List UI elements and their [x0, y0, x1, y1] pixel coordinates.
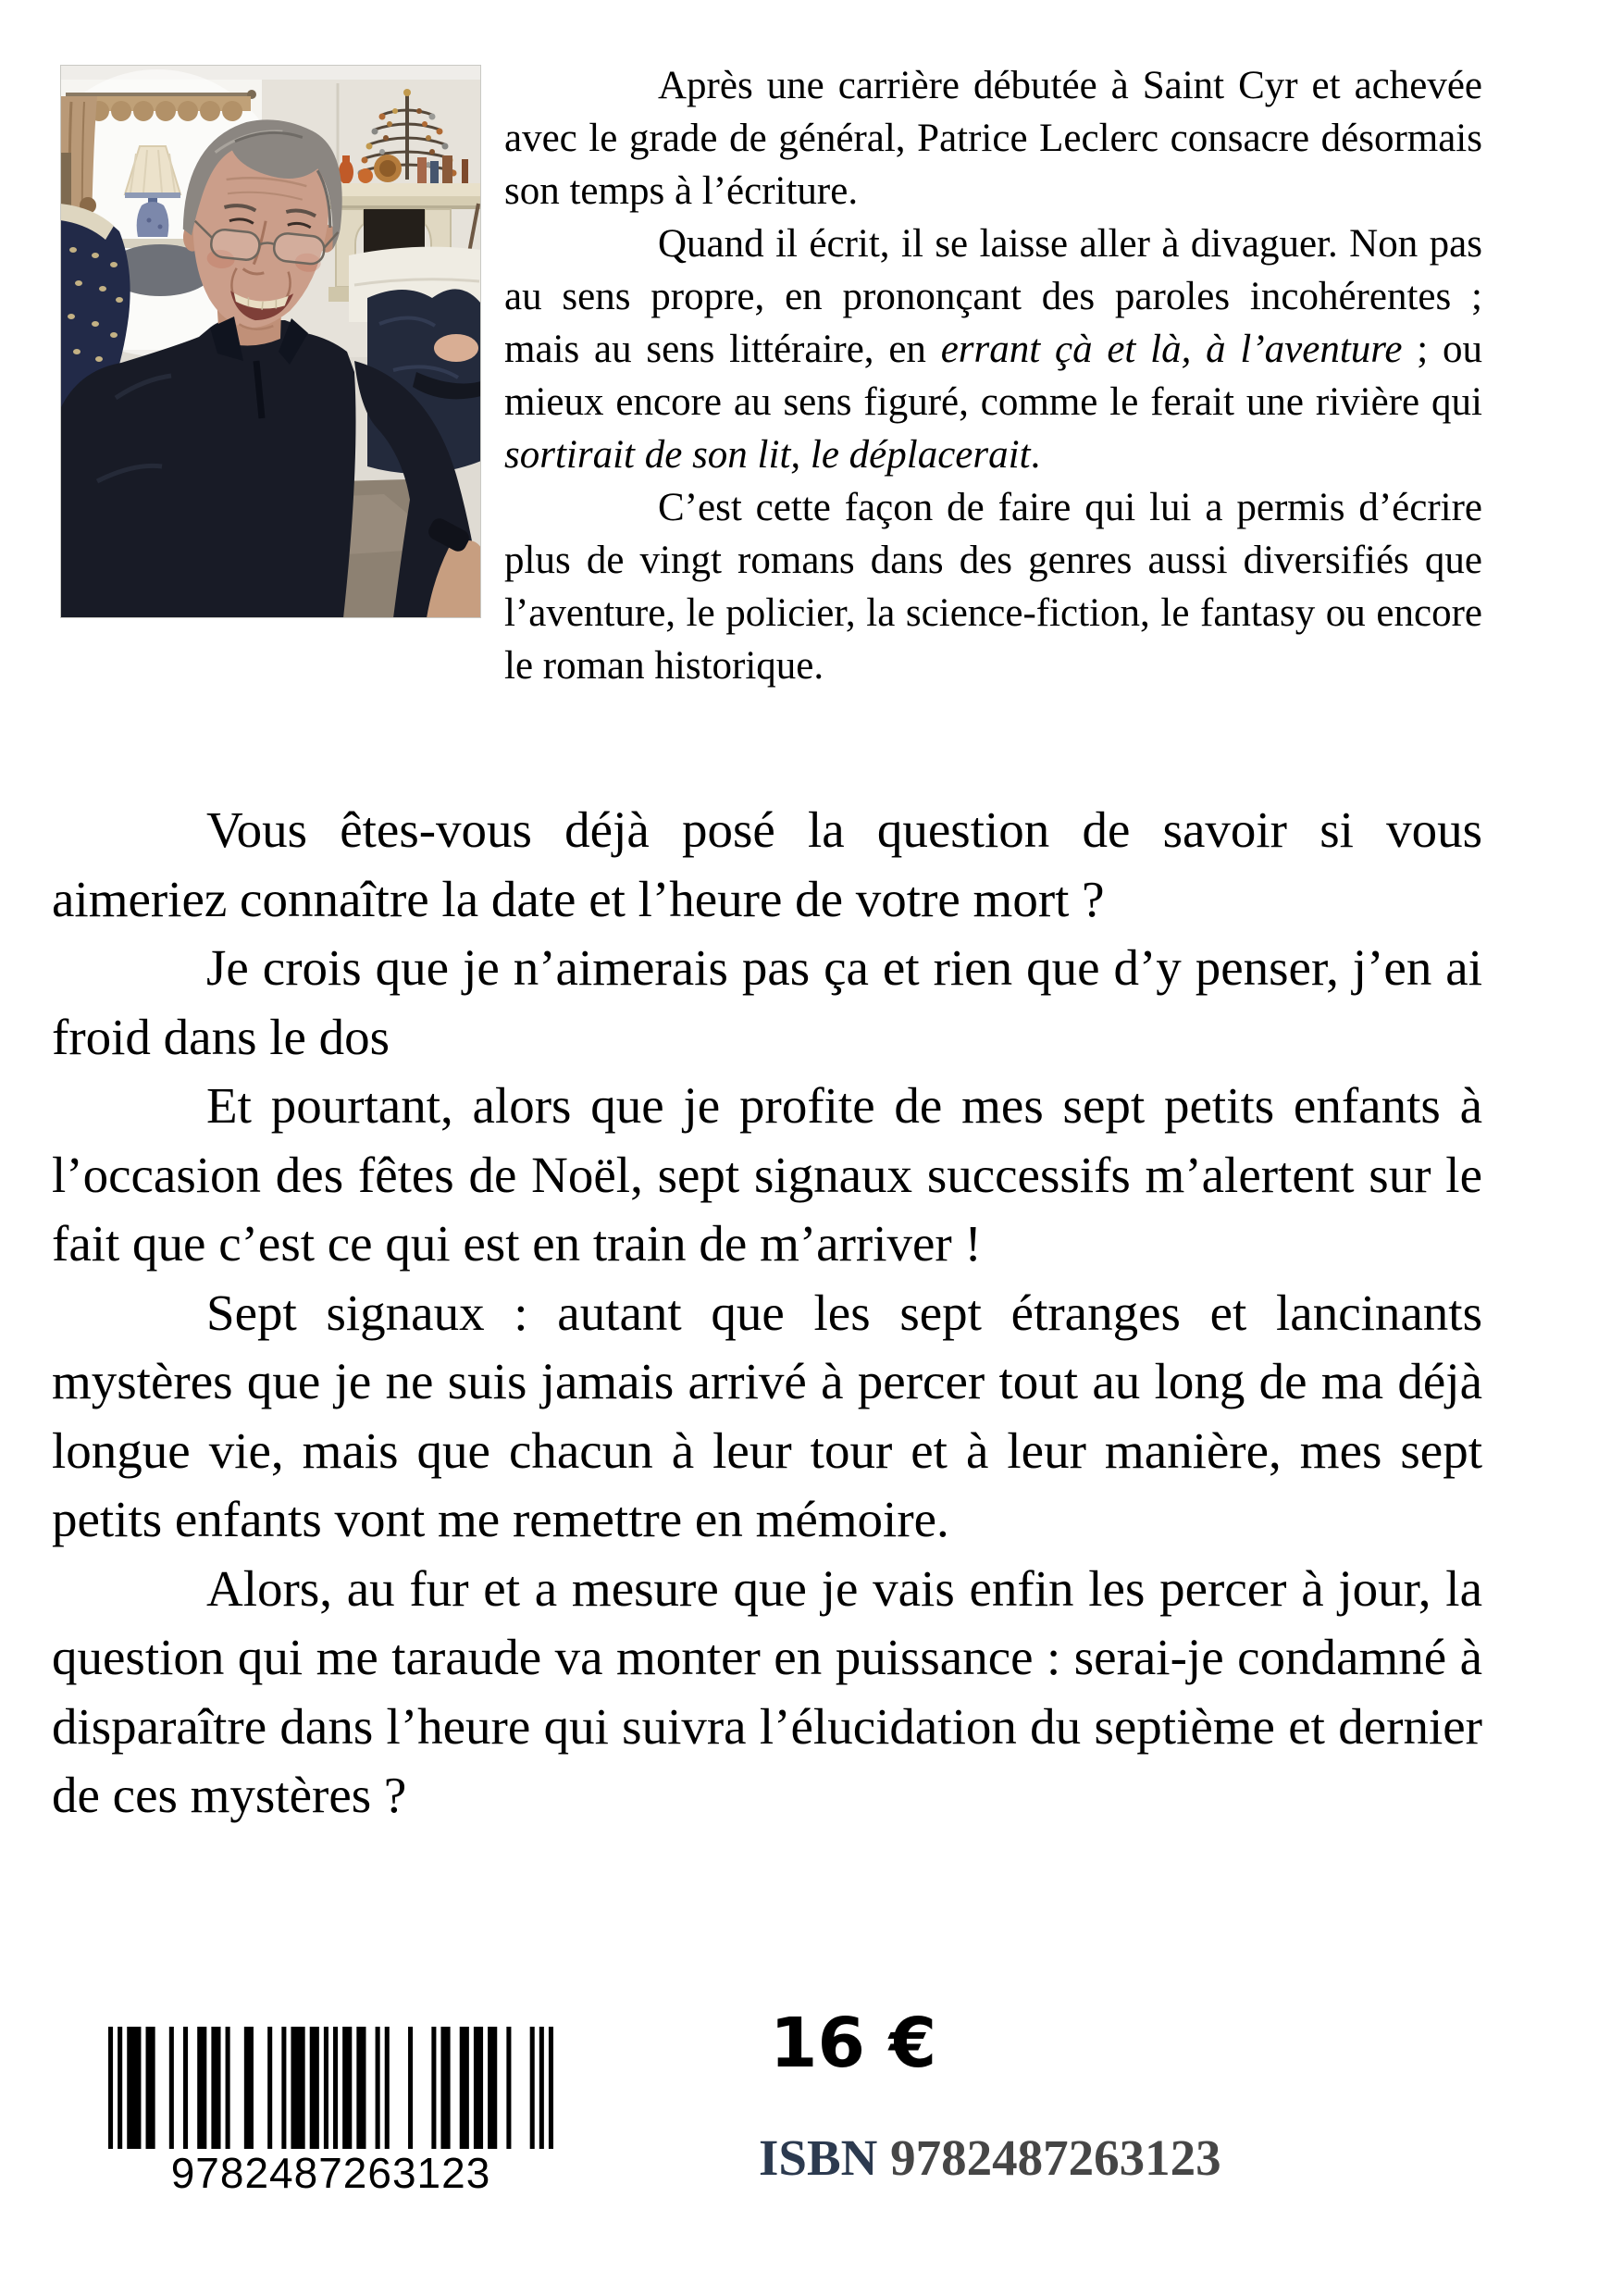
back-cover-blurb — [52, 796, 1482, 1831]
author-photo-graphic — [60, 65, 481, 618]
blurb-paragraph: Vous êtes-vous déjà posé la question de savoir si vous aimeriez connaître la date et l’heure de votre mort ? — [52, 801, 1482, 927]
blurb-paragraph: Et pourtant, alors que je profite de mes sept petits enfants à l’occasion des fêtes de Noël, sept signaux successifs m’alertent sur le fait que c’est ce qui est en train de m’arriver ! — [52, 1077, 1482, 1272]
blurb-paragraph: Je crois que je n’aimerais pas ça et rien que d’y penser, j’en ai froid dans le dos — [52, 939, 1482, 1065]
blurb-paragraph: Alors, au fur et a mesure que je vais enfin les percer à jour, la question qui me taraude va monter en puissance : serai-je condamné à disparaître dans l’heure qui suivra l’élucidation du septième et dernier de ces mystères ? — [52, 1559, 1482, 1823]
bio-paragraph: Après une carrière débutée à Saint Cyr et achevée avec le grade de général, Patrice Leclerc consacre désormais son temps à l’écriture. — [504, 64, 1482, 213]
barcode-bars — [108, 2027, 553, 2149]
isbn-label: ISBN — [759, 2129, 878, 2186]
isbn-space — [877, 2129, 890, 2186]
barcode — [108, 2027, 553, 2195]
isbn-number: 9782487263123 — [890, 2129, 1221, 2186]
bio-paragraph: Quand il écrit, il se laisse aller à divaguer. Non pas au sens propre, en prononçant des paroles incohérentes ; mais au sens littéraire, en errant çà et là, à l’aventure ; ou mieux encore au sens figuré, comme le ferait une rivière qui sortirait de son lit, le déplacerait. — [504, 222, 1482, 477]
author-photo — [60, 65, 481, 618]
isbn-line — [759, 2125, 1221, 2191]
barcode-number: 9782487263123 — [170, 2149, 491, 2197]
price: 16 € — [770, 2004, 937, 2083]
blurb-paragraph: Sept signaux : autant que les sept étranges et lancinants mystères que je ne suis jamais arrivé à percer tout au long de ma déjà longue vie, mais que chacun à leur tour et à leur manière, mes sept petits enfants vont me remettre en mémoire. — [52, 1284, 1482, 1547]
bio-paragraph: C’est cette façon de faire qui lui a permis d’écrire plus de vingt romans dans des genres aussi diversifiés que l’aventure, le policier, la science-fiction, le fantasy ou encore le roman historique. — [504, 486, 1482, 688]
author-bio — [504, 59, 1482, 692]
